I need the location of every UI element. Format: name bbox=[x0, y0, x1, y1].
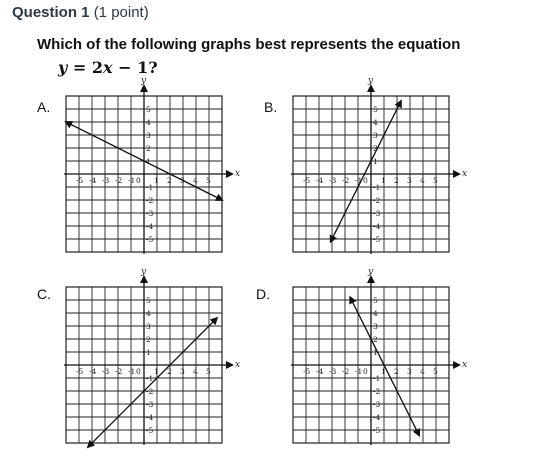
choice-a-letter: A. bbox=[37, 99, 51, 115]
choice-d-letter: D. bbox=[256, 286, 270, 302]
origin-label: 0 bbox=[136, 367, 141, 376]
x-tick-label: 4 bbox=[193, 367, 198, 376]
equation-var: x bbox=[103, 58, 113, 77]
question-number: Question 1 bbox=[12, 4, 90, 21]
y-tick-label: 3 bbox=[146, 131, 151, 140]
x-tick-label: -2 bbox=[342, 176, 350, 185]
question-header bbox=[12, 4, 149, 21]
y-tick-label: 2 bbox=[373, 144, 378, 153]
choice-b-letter: B. bbox=[264, 99, 278, 115]
x-tick-label: -5 bbox=[303, 367, 311, 376]
question-prompt: Which of the following graphs best represents the equation bbox=[37, 36, 461, 53]
equation-equals: = bbox=[72, 58, 87, 77]
x-tick-label: -5 bbox=[76, 176, 84, 185]
equation-rest: − 1? bbox=[118, 58, 158, 77]
x-tick-label: 5 bbox=[433, 367, 438, 376]
x-tick-label: 3 bbox=[407, 367, 412, 376]
x-tick-label: 4 bbox=[193, 176, 198, 185]
x-tick-label: 1 bbox=[154, 176, 159, 185]
x-tick-label: -1 bbox=[128, 176, 136, 185]
y-tick-label: 5 bbox=[373, 105, 378, 114]
x-tick-label: -3 bbox=[102, 367, 110, 376]
y-tick-label: -4 bbox=[146, 222, 154, 231]
x-tick-label: -2 bbox=[115, 176, 123, 185]
x-tick-label: 5 bbox=[206, 367, 211, 376]
y-tick-label: -3 bbox=[146, 400, 154, 409]
y-tick-label: -3 bbox=[146, 209, 154, 218]
x-tick-label: 1 bbox=[154, 367, 159, 376]
y-tick-label: -1 bbox=[373, 183, 381, 192]
y-tick-label: 2 bbox=[146, 335, 151, 344]
x-tick-label: 4 bbox=[420, 367, 425, 376]
x-tick-label: -3 bbox=[329, 367, 337, 376]
origin-label: 0 bbox=[136, 176, 141, 185]
y-tick-label: 2 bbox=[146, 144, 151, 153]
x-tick-label: 2 bbox=[394, 367, 399, 376]
y-tick-label: -1 bbox=[146, 374, 154, 383]
question-equation bbox=[58, 58, 158, 77]
x-tick-label: 1 bbox=[381, 367, 386, 376]
x-tick-label: 1 bbox=[381, 176, 386, 185]
x-tick-label: -2 bbox=[115, 367, 123, 376]
x-tick-label: -5 bbox=[76, 367, 84, 376]
y-tick-label: -2 bbox=[373, 387, 381, 396]
y-axis-name: y bbox=[368, 76, 374, 86]
x-tick-label: -1 bbox=[128, 367, 136, 376]
y-tick-label: -2 bbox=[373, 196, 381, 205]
x-tick-label: -3 bbox=[102, 176, 110, 185]
y-tick-label: -1 bbox=[373, 374, 381, 383]
y-tick-label: 5 bbox=[373, 296, 378, 305]
equation-coef: 2 bbox=[91, 58, 103, 77]
y-tick-label: 2 bbox=[373, 335, 378, 344]
x-tick-label: 5 bbox=[433, 176, 438, 185]
x-tick-label: -2 bbox=[342, 367, 350, 376]
choice-b-graph[interactable] bbox=[275, 76, 475, 264]
y-tick-label: -5 bbox=[373, 235, 381, 244]
x-tick-label: -3 bbox=[329, 176, 337, 185]
x-tick-label: 5 bbox=[206, 176, 211, 185]
y-tick-label: -4 bbox=[146, 413, 154, 422]
x-tick-label: -1 bbox=[355, 176, 363, 185]
x-axis-name: x bbox=[462, 360, 468, 370]
x-tick-label: -1 bbox=[355, 367, 363, 376]
origin-label: 0 bbox=[363, 176, 368, 185]
x-tick-label: -4 bbox=[316, 176, 324, 185]
x-axis-name: x bbox=[462, 169, 468, 179]
y-tick-label: -1 bbox=[146, 183, 154, 192]
y-tick-label: -5 bbox=[146, 235, 154, 244]
x-tick-label: 3 bbox=[180, 176, 185, 185]
y-tick-label: 5 bbox=[146, 296, 151, 305]
choice-c-graph[interactable] bbox=[48, 267, 248, 455]
y-tick-label: 3 bbox=[373, 131, 378, 140]
x-tick-label: 2 bbox=[394, 176, 399, 185]
choice-a-graph[interactable] bbox=[48, 76, 248, 264]
y-tick-label: 3 bbox=[373, 322, 378, 331]
x-tick-label: -4 bbox=[89, 367, 97, 376]
x-tick-label: 3 bbox=[407, 176, 412, 185]
question-points: (1 point) bbox=[93, 4, 149, 21]
y-axis-name: y bbox=[368, 267, 374, 277]
y-tick-label: -2 bbox=[146, 196, 154, 205]
y-tick-label: -2 bbox=[146, 387, 154, 396]
x-tick-label: 2 bbox=[167, 176, 172, 185]
y-tick-label: 3 bbox=[146, 322, 151, 331]
y-axis-name: y bbox=[141, 76, 147, 86]
y-tick-label: -3 bbox=[373, 400, 381, 409]
y-tick-label: 1 bbox=[373, 348, 378, 357]
y-tick-label: 1 bbox=[373, 157, 378, 166]
y-tick-label: -5 bbox=[146, 426, 154, 435]
y-tick-label: 1 bbox=[146, 157, 151, 166]
choice-c-letter: C. bbox=[37, 286, 51, 302]
x-tick-label: -5 bbox=[303, 176, 311, 185]
y-axis-name: y bbox=[141, 267, 147, 277]
y-tick-label: 1 bbox=[146, 348, 151, 357]
x-tick-label: 2 bbox=[167, 367, 172, 376]
equation-lhs: y bbox=[58, 58, 68, 77]
y-tick-label: 5 bbox=[146, 105, 151, 114]
y-tick-label: -5 bbox=[373, 426, 381, 435]
x-axis-name: x bbox=[235, 360, 241, 370]
y-tick-label: 4 bbox=[146, 118, 151, 127]
y-tick-label: 4 bbox=[373, 309, 378, 318]
x-tick-label: -4 bbox=[89, 176, 97, 185]
y-tick-label: -4 bbox=[373, 413, 381, 422]
x-tick-label: -4 bbox=[316, 367, 324, 376]
x-tick-label: 4 bbox=[420, 176, 425, 185]
x-axis-name: x bbox=[235, 169, 241, 179]
y-tick-label: -4 bbox=[373, 222, 381, 231]
y-tick-label: 4 bbox=[146, 309, 151, 318]
y-tick-label: -3 bbox=[373, 209, 381, 218]
x-tick-label: 3 bbox=[180, 367, 185, 376]
origin-label: 0 bbox=[363, 367, 368, 376]
y-tick-label: 4 bbox=[373, 118, 378, 127]
choice-d-graph[interactable] bbox=[275, 267, 475, 455]
